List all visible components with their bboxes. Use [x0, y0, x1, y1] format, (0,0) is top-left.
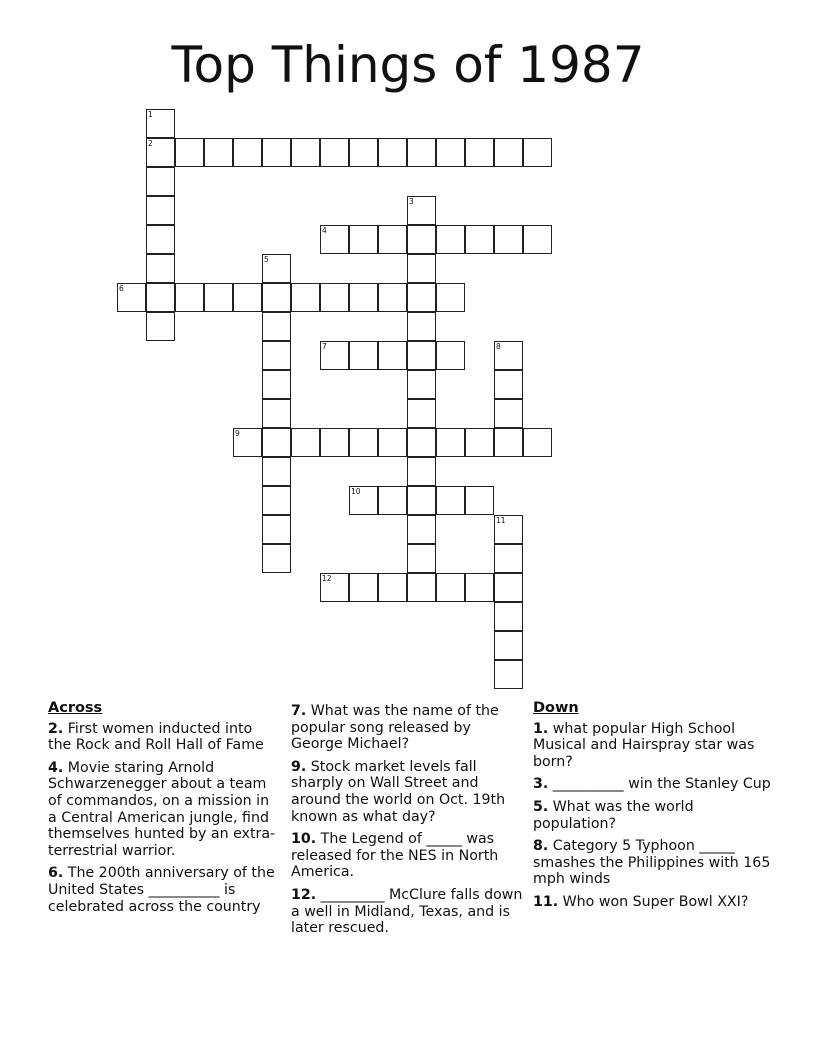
grid-cell[interactable] [175, 138, 204, 167]
grid-cell[interactable] [494, 573, 523, 602]
clue-across-4: 4. Movie staring Arnold Schwarzenegger about a team of commandos, on a mission in a Central American jungle, find themselves hunted by an extra-terrestrial warrior. [48, 759, 276, 859]
grid-cell[interactable] [320, 225, 349, 254]
grid-cell[interactable] [233, 283, 262, 312]
grid-cell[interactable] [262, 544, 291, 573]
grid-cell[interactable] [204, 138, 233, 167]
grid-cell[interactable] [378, 341, 407, 370]
grid-cell[interactable] [262, 457, 291, 486]
grid-cell[interactable] [407, 544, 436, 573]
grid-cell[interactable] [204, 283, 233, 312]
grid-cell[interactable] [436, 573, 465, 602]
clue-number-label: 4 [322, 226, 327, 235]
grid-cell[interactable] [436, 283, 465, 312]
grid-cell[interactable] [494, 225, 523, 254]
grid-cell[interactable] [407, 225, 436, 254]
clue-number-label: 2 [148, 139, 153, 148]
grid-cell[interactable] [233, 138, 262, 167]
grid-cell[interactable] [407, 196, 436, 225]
grid-cell[interactable] [407, 486, 436, 515]
grid-cell[interactable] [233, 428, 262, 457]
clue-number-label: 3 [409, 197, 414, 206]
grid-cell[interactable] [146, 312, 175, 341]
clue-across-9: 9. Stock market levels fall sharply on Wall Street and around the world on Oct. 19th known as what day? [291, 758, 506, 825]
clue-number-label: 12 [322, 574, 332, 583]
clue-number-label: 6 [119, 284, 124, 293]
grid-cell[interactable] [262, 370, 291, 399]
grid-cell[interactable] [407, 283, 436, 312]
grid-cell[interactable] [146, 196, 175, 225]
grid-cell[interactable] [320, 341, 349, 370]
grid-cell[interactable] [262, 486, 291, 515]
grid-cell[interactable] [407, 254, 436, 283]
grid-cell[interactable] [320, 138, 349, 167]
grid-cell[interactable] [436, 428, 465, 457]
grid-cell[interactable] [494, 399, 523, 428]
clue-number-label: 10 [351, 487, 361, 496]
clue-number-label: 1 [148, 110, 153, 119]
grid-cell[interactable] [494, 660, 523, 689]
grid-cell[interactable] [407, 428, 436, 457]
grid-cell[interactable] [465, 225, 494, 254]
clue-across-12: 12. _________ McClure falls down a well in Midland, Texas, and is later rescued. [291, 886, 523, 937]
grid-cell[interactable] [291, 428, 320, 457]
grid-cell[interactable] [436, 341, 465, 370]
down-clues-column [533, 700, 773, 917]
grid-cell[interactable] [378, 225, 407, 254]
grid-cell[interactable] [407, 370, 436, 399]
clue-down-1: 1. what popular High School Musical and Hairspray star was born? [533, 720, 755, 770]
grid-cell[interactable] [407, 312, 436, 341]
clue-number-label: 9 [235, 429, 240, 438]
grid-cell[interactable] [407, 457, 436, 486]
clue-across-6: 6. The 200th anniversary of the United States __________ is celebrated across the country [48, 865, 275, 915]
grid-cell[interactable] [407, 341, 436, 370]
clue-down-11: 11. Who won Super Bowl XXI? [533, 893, 749, 910]
grid-cell[interactable] [320, 573, 349, 602]
grid-cell[interactable] [146, 167, 175, 196]
clue-down-8: 8. Category 5 Typhoon _____ smashes the Philippines with 165 mph winds [533, 838, 771, 888]
grid-cell[interactable] [465, 138, 494, 167]
puzzle-title: Top Things of 1987 [171, 36, 645, 94]
grid-cell[interactable] [262, 283, 291, 312]
grid-cell[interactable] [378, 283, 407, 312]
grid-cell[interactable] [262, 138, 291, 167]
grid-cell[interactable] [262, 428, 291, 457]
grid-cell[interactable] [523, 138, 552, 167]
grid-cell[interactable] [407, 138, 436, 167]
clue-across-10: 10. The Legend of _____ was released for the NES in North America. [291, 831, 499, 881]
across-clues-column-continued [291, 703, 523, 943]
grid-cell[interactable] [494, 544, 523, 573]
grid-cell[interactable] [291, 283, 320, 312]
clue-number-label: 11 [496, 516, 506, 525]
grid-cell[interactable] [262, 254, 291, 283]
down-heading: Down [533, 700, 579, 716]
grid-cell[interactable] [262, 399, 291, 428]
clue-across-2: 2. First women inducted into the Rock and Roll Hall of Fame [48, 720, 264, 754]
grid-cell[interactable] [146, 109, 175, 138]
grid-cell[interactable] [494, 515, 523, 544]
grid-cell[interactable] [436, 225, 465, 254]
grid-cell[interactable] [146, 138, 175, 167]
grid-cell[interactable] [494, 138, 523, 167]
grid-cell[interactable] [494, 428, 523, 457]
grid-cell[interactable] [465, 428, 494, 457]
grid-cell[interactable] [320, 428, 349, 457]
clue-across-7: 7. What was the name of the popular song released by George Michael? [291, 703, 499, 753]
grid-cell[interactable] [378, 428, 407, 457]
grid-cell[interactable] [494, 341, 523, 370]
grid-cell[interactable] [262, 312, 291, 341]
clue-number-label: 8 [496, 342, 501, 351]
grid-cell[interactable] [436, 138, 465, 167]
grid-cell[interactable] [349, 573, 378, 602]
grid-cell[interactable] [349, 225, 378, 254]
grid-cell[interactable] [378, 573, 407, 602]
grid-cell[interactable] [349, 486, 378, 515]
grid-cell[interactable] [378, 138, 407, 167]
grid-cell[interactable] [146, 283, 175, 312]
grid-cell[interactable] [146, 225, 175, 254]
clue-down-5: 5. What was the world population? [533, 798, 694, 832]
grid-cell[interactable] [262, 341, 291, 370]
grid-cell[interactable] [291, 138, 320, 167]
grid-cell[interactable] [407, 573, 436, 602]
grid-cell[interactable] [349, 283, 378, 312]
grid-cell[interactable] [494, 370, 523, 399]
grid-cell[interactable] [407, 515, 436, 544]
grid-cell[interactable] [494, 602, 523, 631]
grid-cell[interactable] [349, 428, 378, 457]
grid-cell[interactable] [349, 138, 378, 167]
grid-cell[interactable] [378, 486, 407, 515]
grid-cell[interactable] [262, 515, 291, 544]
across-heading: Across [48, 700, 103, 716]
grid-cell[interactable] [146, 254, 175, 283]
clue-number-label: 7 [322, 342, 327, 351]
grid-cell[interactable] [523, 428, 552, 457]
grid-cell[interactable] [465, 573, 494, 602]
grid-cell[interactable] [320, 283, 349, 312]
grid-cell[interactable] [523, 225, 552, 254]
clue-down-3: 3. __________ win the Stanley Cup [533, 776, 771, 793]
grid-cell[interactable] [465, 486, 494, 515]
grid-cell[interactable] [494, 631, 523, 660]
grid-cell[interactable] [436, 486, 465, 515]
across-clues-column [48, 700, 278, 921]
clue-number-label: 5 [264, 255, 269, 264]
grid-cell[interactable] [407, 399, 436, 428]
grid-cell[interactable] [175, 283, 204, 312]
grid-cell[interactable] [117, 283, 146, 312]
grid-cell[interactable] [349, 341, 378, 370]
